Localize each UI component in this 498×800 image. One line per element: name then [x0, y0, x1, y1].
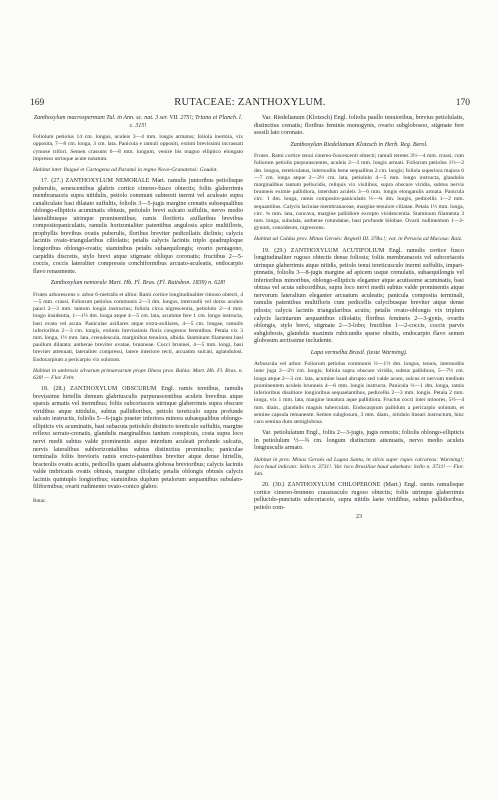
- right-column-paragraph: Lapa vermelha Brasil. (teste Warming).: [310, 349, 408, 356]
- left-column-paragraph: Rutac.: [33, 497, 47, 504]
- right-column-paragraph: Var. Riedelianum (Klotzsch) Engl. foliolis paullo tenuioribus, brevius petiolulatis, distinctius crenatis; floribus feminis monogynis, ovario subglobosoo, stigmate fere sessili lato coronato.: [254, 115, 464, 137]
- right-column-paragraph: Var. petiolulatum Engl., foliis 2—3-jugis, jugis remotis; foliolis oblongo-ellipticis in petiolulum ½—¾ cm. longum distinctum attenuatis, nervo medio aculeis longiusculis armato.: [254, 430, 464, 452]
- right-column-paragraph: Habitat in prov. Minas Geraës ad Lagoa Santa, in silvis super rupes calcareas: Warming!; loco haud indicato: Sello n. 3731!. Var. loco Brasiliae haud adaekato: Sello n. 3731! — Flor. Jan.: [254, 456, 464, 478]
- page-number-right: 170: [455, 98, 470, 108]
- right-column-paragraph: 19. (29.) ZANTHOXYLUM ACUTIFOLIUM Engl. ramulis cortice fusco longitudinaliter rugoso obtectis dense foliosis; foliis membranaceis vel subcoriaceis utrinque glaberrimis atque nitidis, petiolo tenui tereticusculo inermi suffultis, impari-pinnatis, foliolis 3—8-jugis margine ad apicem usque crenulatis, subaequilongis vel inferioribus minoribus, oblongo-ellipticis eleganter atque acutissime acuminatis, basi obtusa vel acuta subcordibus, supra loco nervi medii subtus valde prominentis atque nervorum lateralium eleganter arcuatum aculeatis; panicula composita terminali, ramulis patentibus multifloris cum pedicellis calycibusque breviter atque dense pilosis; calycis laciniis triangularibus acutis; petalis ovato-oblongis vix triplum calycis laciniarum aequantibus ciliolatis; floribus femineis 2—3-gynis, ovariis oblongis, stylo brevi, stigmate 2—3-lobo; fructibus 1—2-coccis, coccis parvis subglobosis, glandulis maximis rubicundis sparse obsitis, endocarpio flavo semen globosum arctissime includente.: [254, 247, 464, 345]
- right-column-paragraph: 20. (30.) ZANTHOXYLUM CHILOPERONE (Mart.) Engl. ramis ramulisque cortice cinereo-brunneo crassiusculo rugoso obtectis; foliis utrinque glaberrimis pellucido-punctatis subcoriaceis, supra nitidis laete viridibus, subtus pallidioribus, petiolo com-: [254, 482, 464, 511]
- right-column-paragraph: Zanthoxylum Riedelianum Klotzsch in Herb. Reg. Berol.: [290, 141, 428, 148]
- left-column-paragraph: Foliolum petiolus 14 cm. longus, aculeis 3—4 mm. longis armatus; foliola inermia, vix opposita, 7—8 cm. longa, 3 cm. lata. Panicula e ramuli oppositi, extimi brevissimi incrassati cymose trifori. Semen crassum 6—8 mm. longum, venire bis magno elliptico elongato impresso utrinque acute notatum.: [33, 134, 243, 162]
- left-column-paragraph: Zanthoxylum macrospermum Tul. in Ann. sc. nat. 3 ser. VII. 275!; Triana et Planch. l. c. 315!: [33, 115, 243, 129]
- left-column-paragraph: Zanthoxylum nemorale Mart. Hb. Fl. Bras. (Fl. Ratisbon. 1839) n. 628!: [50, 280, 226, 287]
- left-column-paragraph: Habitat inter Ibagué et Cartagena ad Paramó in regno Novo-Granatensi: Goudot.: [33, 166, 218, 173]
- right-column: [254, 115, 464, 521]
- right-column-paragraph: Habitat ad Caldas prov. Minas Geraës: Regnell III. 378a.!; var. in Peruvia ad Macosa: Raiz.: [254, 236, 463, 243]
- left-column-paragraph: Habitat in umbrosis silvarum primaevarum prope Ilheos prov. Bahia: Mart. Hb. Fl. Bras. n. 628! — Flor. Febr.: [33, 367, 243, 381]
- right-column-paragraph: 23: [355, 513, 363, 520]
- page-number-left: 169: [30, 98, 45, 108]
- left-column-paragraph: Frutex arborescens v. arbor 6-metralis et altior. Rami cortice longitudinaliter rimoso obtecti, 4—5 mm. crassi. Foliorum petiolus communis 2—3 dm. longus, internodii vel dorso aculeis pauci 2—3 mm. tantum longis instructus; foliola circa nigrescentia, petiolulo 2—4 mm. longo insidentia, 1—1½ dm. longa atque 4—5 cm. lata, acumine fere 1 cm. longo instructa, basi ovata vel acuta. Paniculae axillares atque extra-axillares, 4—5 cm. longae, ramulis inferioribus 2—3 cm. longis, extimis brevissimis floris congestos ferentibus. Petala vix 3 mm. longa, 1½ mm. lata, crenulescula, marginibus tenuiora, albida. Staminum filamenta basi paullum dilatata; antherae breviter ovatae, brunneae. Cocci brunnei, 4—5 mm. longi, basi breviter attenuati, lateraliter compressi, latere interiore recti, arcuatim sulcati, aglandulosi. Endocarpium a pericarpio vix solutum.: [33, 291, 243, 363]
- left-column: [33, 115, 243, 505]
- left-column-paragraph: 18. (28.) ZANTHOXYLUM OBSCURUM Engl. ramis teretibus, ramulis brevissime hirtellis demum glabriusculis purpurascentibus aculeis brevibus atque sparsis armatis vel inermibus; foliis subcoriaceis utrinque glaberrimis supra obscure viridibus atque nitidulis, subtus pallidioribus, petiolo tereticulo supra profunde sulcato instructis, foliolis 5—6-jugis praeter inferiora minora subaequalibus oblongo-ellipticis vix acuminatis, basi subacuta petiolulo distincto tereticulo suffultis, margine reflexo serrato-crenatis, glandulis marginalibus tantum conspicuis, costa supra loco nervi medii subtus valde prominentis atque interdum aculeati profunde sulcatis, nervis lateralibus subhorizontalibus subtus distinctius prominulis; paniculae terminalis foliis brevioris ramis erecto-patentibus breviter atque dense hirtellis, bracteolis ovatis acutis, pedicellis quam alabastra globosa brevioribus; calycis laciniis valde imbricatis ovatis obtusis, margine ciliolatis; petalis oblongis obtusis calycis laciniis quintuplo longioribus; staminibus duplum petalorum aequantibus subulato-filiformibus; ovarii rudimento ovato-conico glabro.: [33, 386, 243, 491]
- right-column-paragraph: Frutex. Rami cortice tenui cinereo-fuscescenti obtecti; ramuli teretes 3½—4 mm. crassi, cum foliorum petiolis purpurascentes, aculeis 2—3 mm. longis armati. Foliorum petiolus 1½—2 dm. longus, tereticulatus, internodiis bene sequalibus 2 cm. longis; foliola superiora majora 6—7 cm. longa atque 2—2½ cm. lata, petiolulo 4—5 mm. longo instructa, glandulis marginalibus tantum pellucidis, reliquis vix visilibus, supra obscure viridia, subtus nervis brunneis eximie pallidiora, interdum aculeis 3—6 mm. longis elongatulis armata. Panicula circ. 1 dm. longa, ramis composito-paniculatis ½—¾ dm. longis, pedicellis 1—2 mm. sequantibus. Calycis laciniae membranaceae, margine tenuiore ciliatae. Petala 1½ mm. longa, circ. ¾ mm. lata, concava, margine pallidiore excepto viridescentia. Staminum filamenta 3 mm. longa, subulata, antherae rotundatae, basi profunde bilobae. Ovarii rudimentum 1—2-gynum, conoideum, nigrescens.: [254, 153, 464, 232]
- left-column-paragraph: 17. (27.) ZANTHOXYLUM NEMORALE Mart. ramulis junioribus petiolisque puberulis, senescentibus glabris cortice cinereo-fusco obtectis; foliis glaberrimis membranaceis supra nitidulis, petiolo communi subtereti inermi vel aculeato supra canaliculato basi dilatato suffultis, foliolis 3—5-jugis margine crenatis subsequalibus oblongo-ellipticis acuminatis obtusis, petiolulo brevi sulcato suffultis, nervo medio lateralibusque utrinque prominentibus; ramis floriferis axillaribus brevibus compositopaniculatis, ramulis horizontaliter patentibus angulosis apice multifloris, prophyllis brevibus ovatis puberulis, floribus breviter pedicellatis diclinis; calycis laciniis ovato-triangularibus ciliolatis; petalis calycis laciniis triplo quadruploque longioribus oblongo-ovatis; staminibus petalis subaequilongis; ovario pentagono, carpidiis discretis, stylo brevi atque stigmate obliquo coronatis; fructibus 2—5-coccis, coccis lateraliter compressis conchiformibus arcuato-aculeatis, endocarpio flavo renasmente.: [33, 178, 243, 275]
- running-header: [30, 97, 470, 109]
- running-title: RUTACEAE: ZANTHOXYLUM.: [174, 97, 326, 108]
- right-column-paragraph: Arbuscula vel arbor. Foliorum petiolus communis ½—1½ dm. longus, tenuis, internodiis inter juga 2—2½ cm. longis; foliola supra obscure viridia, subtus pallidiora, 5—7½ cm. longa atque 2—3 cm. lata, acumine haud abrupto sed valde acuto, sulcus et nervum medium prominentem aculeis brunneis 4—6 mm. longis instructa. Panicula ½—1 dm. longa, ramis inferioribus dissitiore longioribus sequaelantibus, pedicellis 2—3 mm. longis. Petala 2 mm. longa, vix 1 mm. lata, margine innatura aque pallidiora. Fructus cocci inter minores, 5½—4 mm. diam., glandulis magnis tuberculati. Endocarpium pallidum a pericarpio solutum, et semine capsula remanente. Semen subglosum, 3 mm. diam., nitidulo lineari instructum, hinc caro semina dum semiglobosa.: [254, 361, 464, 425]
